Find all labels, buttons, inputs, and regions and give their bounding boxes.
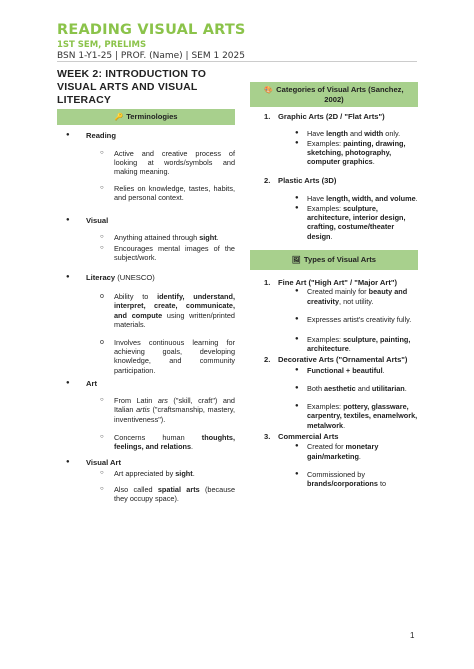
graphic-arts-point-2: ● Examples: painting, drawing, sketching, photography, computer graphics. (250, 139, 418, 167)
term-visual: ● Visual (57, 216, 235, 226)
visual-art-def-1: ○ Art appreciated by sight. (57, 469, 235, 478)
document-title: READING VISUAL ARTS (57, 22, 246, 38)
types-banner (250, 250, 418, 270)
header-divider (57, 61, 417, 62)
fine-art-point-1: ● Created mainly for beauty and creativity, not utility. (250, 287, 418, 305)
type-commercial-arts: 3. Commercial Arts (264, 431, 339, 441)
palette-icon: 🎨 (264, 87, 274, 94)
terminologies-label: Terminologies (126, 112, 178, 121)
graphic-arts-point-1: ● Have length and width only. (250, 129, 418, 138)
art-def-2: ○ Concerns human thoughts, feelings, and relations. (57, 433, 235, 451)
plastic-arts-point-2: ● Examples: sculpture, architecture, interior design, crafting, costume/theater design. (250, 204, 418, 241)
literacy-def-1: o Ability to identify, understand, interpret, create, communicate, and compute using written/printed materials. (57, 292, 235, 329)
fine-art-point-2: ● Expresses artist's creativity fully. (250, 315, 418, 324)
course-info: BSN 1-Y1-25 | PROF. (Name) | SEM 1 2025 (57, 51, 245, 61)
type-fine-art: 1. Fine Art ("High Art" / "Major Art") (264, 277, 398, 287)
visual-def-1: ○ Anything attained through sight. (57, 233, 235, 242)
category-graphic-arts: 1. Graphic Arts (2D / "Flat Arts") (264, 112, 385, 121)
visual-art-def-2: ○ Also called spatial arts (because they occupy space). (57, 485, 235, 503)
reading-def-2: ○ Relies on knowledge, tastes, habits, and personal context. (57, 184, 235, 202)
fine-art-point-3: ● Examples: sculpture, painting, architecture. (250, 335, 418, 353)
framed-picture-icon: 🖼 (292, 256, 301, 264)
visual-def-2: ○ Encourages mental images of the subject/work. (57, 244, 235, 262)
categories-label: Categories of Visual Arts (Sanchez, 2002) (276, 85, 404, 104)
art-def-1: ○ From Latin ars ("skill, craft") and Italian artis ("craftsmanship, mastery, inventiveness"). (57, 396, 235, 424)
decorative-arts-point-2: ● Both aesthetic and utilitarian. (250, 384, 418, 393)
document-header (57, 22, 417, 62)
term-literacy: ● Literacy (UNESCO) (57, 273, 235, 283)
page-number: 1 (410, 631, 415, 640)
types-label: Types of Visual Arts (303, 254, 376, 264)
left-column (57, 68, 235, 503)
decorative-arts-point-3: ● Examples: pottery, glassware, carpentry, textiles, enamelwork, metalwork. (250, 402, 418, 430)
commercial-arts-point-1: ● Created for monetary gain/marketing. (250, 442, 418, 460)
term-reading: ● Reading (57, 131, 235, 141)
term-visual-art: ● Visual Art (57, 458, 235, 468)
week-title: WEEK 2: INTRODUCTION TO VISUAL ARTS AND VISUAL LITERACY (57, 68, 207, 106)
key-icon: 🔑 (114, 114, 124, 121)
categories-banner (250, 82, 418, 107)
literacy-def-2: o Involves continuous learning for achieving goals, developing knowledge, and community participation. (57, 338, 235, 375)
semester-label: 1ST SEM, PRELIMS (57, 40, 147, 50)
term-art: ● Art (57, 379, 235, 389)
plastic-arts-point-1: ● Have length, width, and volume. (250, 194, 418, 203)
category-plastic-arts: 2. Plastic Arts (3D) (264, 176, 337, 186)
commercial-arts-point-2: ● Commissioned by brands/corporations to (250, 470, 418, 488)
terminologies-banner (57, 109, 235, 125)
type-decorative-arts: 2. Decorative Arts ("Ornamental Arts") (264, 355, 408, 365)
right-column (250, 82, 418, 488)
reading-def-1: ○ Active and creative process of looking at words/symbols and making meaning. (57, 149, 235, 177)
decorative-arts-point-1: ● Functional + beautiful. (250, 366, 418, 375)
